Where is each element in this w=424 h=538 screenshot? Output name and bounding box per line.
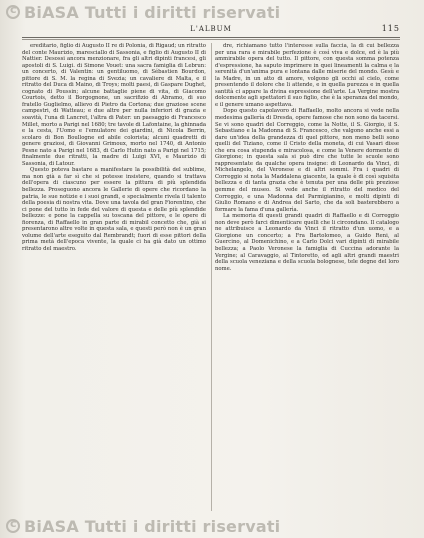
text-column-left [22,43,206,513]
watermark-text: BiASA Tutti i diritti riservati [24,2,281,22]
running-header [22,25,400,35]
watermark-text: BiASA Tutti i diritti riservati [24,516,281,536]
copyright-icon [6,519,20,533]
copyright-icon [6,5,20,19]
paragraph: Questo poteva bastare a manifestare la possibilità del sublime, ma non già a far sì che si potesse insistere, quando si trattava dell'opera di ciascuno per essere la pittura di più splendida bellezza. Proseguono ancora le Gallerie di opere che ricordano la patria, le sue notizie e i suoi grandi, e specialmente rivela il talento della poesia di nostra vita. Dove una tavola del gran Fiorentino, che ci pone del tutto in fede del valore di questa e delle più splendide bellezze: e pone la cappella su toscana del pittore, e le opere di fiorenza, di Raffaello in gran parte di mirabil concetto che, già si presentarono altre volte in questa sala, e questi però non è un gran volume dell'arte eseguito dal Rembrandt; fuori di esse pittori della prima metà dell'epoca vivente, la quale ci ha già dato un ottimo ritratto del maestro. [22,167,206,252]
paragraph: dre, richiamano tutto l'interesse sulla faccia, la di cui bellezza per una rara e mirabile perfezione è così viva e dolce, ed è la più ammirabile opera del tutto. Il pittore, con questa somma potenza d'espressione, ha saputo imprimere in quei lineamenti la calma e la serenità d'un'anima pura e lontana dalle miserie del mondo. Gesù e la Madre, in un atto di amore, volgono gli occhi al cielo, come presentendo il dolore che li attende, e in quella purezza e in quella santità ci appare la divina espressione dell'arte. La Vergine mostra dolcemente agli spettatori il suo figlio, che è la speranza del mondo, e il genere umano aspettava. [215,43,399,108]
paragraph: La memoria di questi grandi quadri di Raffaello e di Correggio non deve però farci dimenticare quelli che li circondano. Il catalogo ne attribuisce a Leonardo da Vinci il ritratto d'un uomo, e a Giorgione un concerto; a Fra Bartolomeo, a Guido Reni, al Guercino, al Domenichino, e a Carlo Dolci vari dipinti di mirabile bellezza; a Paolo Veronese la famiglia di Cuccina adorante la Vergine; al Caravaggio, al Tintoretto, ed agli altri grandi maestri della scuola veneziana e della scuola bolognese, tele degne del loro nome. [215,213,399,272]
header-rule-secondary [22,39,400,40]
watermark-top [6,2,418,22]
watermark-bottom [6,516,418,536]
header-rule [22,37,400,38]
paragraph: ereditario, figlio di Augusto II re di Polonia, di Rigaud; un ritratto del conte Maurizio, maresciallo di Sassonia, e figlio di Augusto II di Nattier. Desossi ancora menzionare, fra gli altri dipinti francesi, gli apostoli di S. Luigi. di Simone Vouet: una sacra famiglia di Lebrun: un concerto, di Valentin: un gentiluomo, di Sébastien Bourdon, pittore di S. M. la regina di Svezia; un cavaliere di Malta, e il ritratto del Duca di Maino, di Troys; molti paesi, di Gaspare Dughet, cognato di Poussin; alcune battaglie piene di vita, di Giacomo Courtois, detto il Borgognone, un sacrifizio di Abramo, di suo fratello Guglielmo, allievo di Pietro da Cortona; due graziose scene campestri, di Watteau; e due altre per nulla inferiori di grazia e soavità, l'una di Lancret, l'altra di Pater: un paesaggio di Francesco Millet, morto a Parigi nel 1680; tre tavole di Lafontaine, la ghinnada e la cesta, l'Uomo e l'emulatore dei giardini, di Nicola Berrin, scolaro di Bon Boullogne ed abile colorista; alcuni quadretti di genere graziosi, di Giovanni Grimoux, morto nel 1740, di Antonio Pesne nato a Parigi nel 1683, di Carlo Hutin nato a Parigi nel 1715; finalmente due ritratti, la madre di Luigi XVI, e Maurizio di Sassonia, di Latour. [22,43,206,167]
paragraph: Dopo questo capolavoro di Raffaello, molto ancora si vede nella medesima gallerìa di Dresda, opere famose che non sono da tacersi. Se vi sono quadri del Correggio, come la Notte, il S. Giorgio, il S. Sebastiano e la Madonna di S. Francesco, che valgono anche essi a dare un'idea della grandezza di quel pittore, non meno belli sono quelli del Tiziano, come il Cristo della moneta, di cui Vasari disse che era cosa stupenda e miracolosa, e come la Venere dormente di Giorgione; in questa sala si può dire che tutte le scuole sono rappresentate da qualche opera insigne: di Leonardo da Vinci, di Michelangelo, del Veronese e di altri sommi. Fra i quadri di Correggio si nota la Maddalena giacente, la quale è di così squisita bellezza e di tanta grazia che è tenuta per una delle più preziose gemme del museo. Si vede anche il ritratto del medico del Correggio, e una Madonna del Parmigianino, e molti dipinti di Giulio Romano e di Andrea del Sarto, che da soli basterebbero a formare la fama d'una gallerìa. [215,108,399,213]
column-divider [211,43,212,511]
text-column-right [215,43,399,513]
page-number: 115 [381,24,400,33]
journal-title: L'ALBUM [190,25,232,33]
